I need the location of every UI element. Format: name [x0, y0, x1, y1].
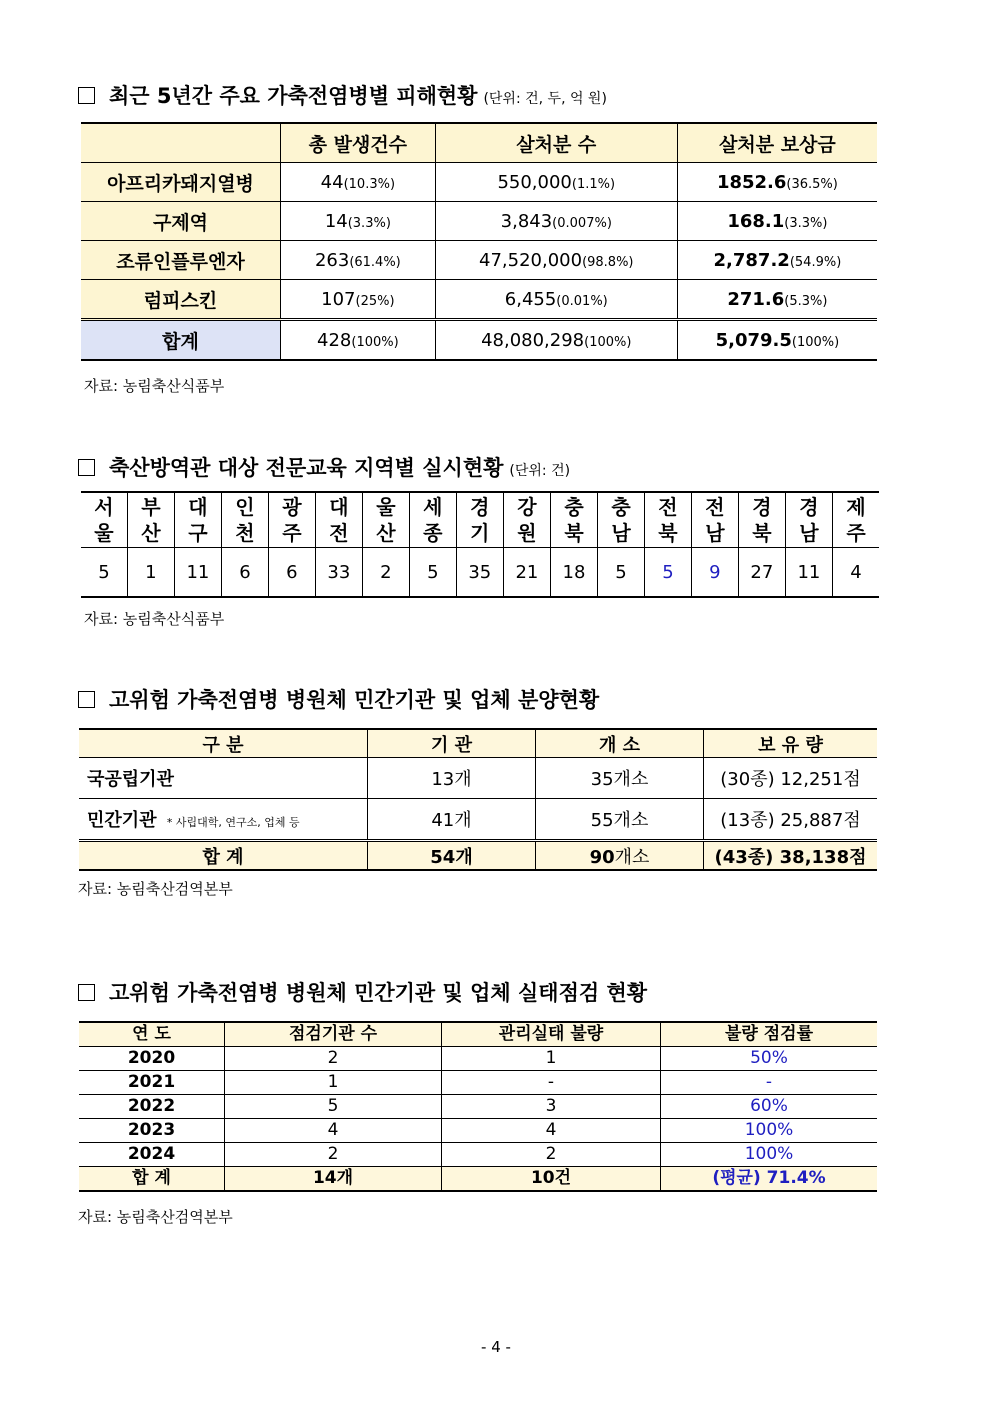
table-cell: 90개소 [536, 841, 704, 871]
table-cell: 3 [442, 1095, 661, 1119]
row-header: 아프리카돼지열병 [81, 163, 281, 202]
region-value-cell: 18 [550, 548, 597, 598]
region-header-cell: 충 북 [550, 492, 597, 548]
row-header: 합 계 [79, 841, 368, 871]
region-header-cell: 대 전 [315, 492, 362, 548]
region-education-table [81, 491, 879, 598]
region-header-cell: 울 산 [362, 492, 409, 548]
page-number: - 4 - [481, 1338, 511, 1356]
region-value-cell: 21 [503, 548, 550, 598]
table-cell: 428(100%) [281, 320, 436, 361]
table-row [79, 1143, 877, 1167]
table-total-row [79, 841, 877, 871]
region-value-cell: 9 [691, 548, 738, 598]
section1-title: 최근 5년간 주요 가축전염병별 피해현황 (단위: 건, 두, 억 원) [78, 80, 607, 110]
region-value-row [81, 548, 879, 598]
table-cell: 5 [225, 1095, 442, 1119]
source-note: 자료: 농림축산식품부 [84, 610, 225, 628]
table-row [81, 163, 877, 202]
table-cell: 48,080,298(100%) [435, 320, 677, 361]
header-cell: 보 유 량 [704, 729, 878, 758]
inspection-table [79, 1021, 877, 1192]
section4-title: 고위험 가축전염병 병원체 민간기관 및 업체 실태점검 현황 [78, 977, 647, 1007]
table-cell: 2 [225, 1143, 442, 1167]
table-cell: 2024 [79, 1143, 225, 1167]
table-row [81, 280, 877, 320]
table-row [79, 799, 877, 841]
section1-unit: (단위: 건, 두, 억 원) [483, 91, 607, 107]
table-cell: 168.1(3.3%) [677, 202, 877, 241]
region-value-cell: 2 [362, 548, 409, 598]
table-cell: 35개소 [536, 758, 704, 799]
region-header-cell: 전 남 [691, 492, 738, 548]
section2-title: 축산방역관 대상 전문교육 지역별 실시현황 (단위: 건) [78, 452, 570, 482]
region-header-cell: 세 종 [409, 492, 456, 548]
table-cell: 6,455(0.01%) [435, 280, 677, 320]
table-cell: 263(61.4%) [281, 241, 436, 280]
header-cell: 기 관 [368, 729, 536, 758]
table-cell: 1852.6(36.5%) [677, 163, 877, 202]
table-header-row [79, 1022, 877, 1047]
section2-unit: (단위: 건) [509, 463, 571, 479]
table-header-row [81, 123, 877, 163]
region-header-row [81, 492, 879, 548]
table-cell: 13개 [368, 758, 536, 799]
header-cell: 개 소 [536, 729, 704, 758]
region-value-cell: 33 [315, 548, 362, 598]
checkbox-square-icon [78, 691, 95, 708]
table-cell: 14(3.3%) [281, 202, 436, 241]
region-value-cell: 5 [409, 548, 456, 598]
table-cell: 2 [225, 1047, 442, 1071]
table-cell: (43종) 38,138점 [704, 841, 878, 871]
table-cell: 54개 [368, 841, 536, 871]
table-row [79, 1071, 877, 1095]
table-total-row [79, 1167, 877, 1192]
row-header: 럼피스킨 [81, 280, 281, 320]
region-value-cell: 5 [644, 548, 691, 598]
header-cell: 관리실태 불량 [442, 1022, 661, 1047]
region-value-cell: 5 [598, 548, 645, 598]
section3-title: 고위험 가축전염병 병원체 민간기관 및 업체 분양현황 [78, 684, 599, 714]
distribution-table [79, 728, 877, 871]
region-value-cell: 6 [221, 548, 268, 598]
table-cell: 60% [661, 1095, 878, 1119]
source-note: 자료: 농림축산검역본부 [78, 1208, 233, 1226]
region-header-cell: 제 주 [832, 492, 879, 548]
header-cell: 점검기관 수 [225, 1022, 442, 1047]
region-value-cell: 11 [174, 548, 221, 598]
table-row [79, 1119, 877, 1143]
region-value-cell: 35 [456, 548, 503, 598]
checkbox-square-icon [78, 459, 95, 476]
region-header-cell: 경 남 [785, 492, 832, 548]
table-cell: 550,000(1.1%) [435, 163, 677, 202]
table-cell: 107(25%) [281, 280, 436, 320]
table-cell: 55개소 [536, 799, 704, 841]
region-header-cell: 강 원 [503, 492, 550, 548]
region-header-cell: 경 기 [456, 492, 503, 548]
table-header-row [79, 729, 877, 758]
table-total-row [81, 320, 877, 361]
table-cell: 100% [661, 1119, 878, 1143]
table-cell: 2022 [79, 1095, 225, 1119]
source-note: 자료: 농림축산식품부 [84, 377, 225, 395]
table-cell: 100% [661, 1143, 878, 1167]
row-header: 구제역 [81, 202, 281, 241]
region-header-cell: 인 천 [221, 492, 268, 548]
damage-table [81, 122, 877, 361]
row-header: 민간기관 * 사립대학, 연구소, 업체 등 [79, 799, 368, 841]
table-cell: 3,843(0.007%) [435, 202, 677, 241]
table-cell: 합 계 [79, 1167, 225, 1192]
table-cell: 50% [661, 1047, 878, 1071]
table-cell: - [661, 1071, 878, 1095]
table-cell: 4 [225, 1119, 442, 1143]
table-cell: 2020 [79, 1047, 225, 1071]
table-cell: 1 [442, 1047, 661, 1071]
table-cell: (30종) 12,251점 [704, 758, 878, 799]
row-note: * 사립대학, 연구소, 업체 등 [166, 816, 300, 829]
table-cell: 4 [442, 1119, 661, 1143]
table-row [79, 758, 877, 799]
region-value-cell: 4 [832, 548, 879, 598]
table-row [79, 1095, 877, 1119]
header-cell: 살처분 수 [435, 123, 677, 163]
table-cell: 14개 [225, 1167, 442, 1192]
region-header-cell: 서 울 [81, 492, 127, 548]
region-value-cell: 27 [738, 548, 785, 598]
table-cell: 1 [225, 1071, 442, 1095]
table-cell: 2021 [79, 1071, 225, 1095]
checkbox-square-icon [78, 87, 95, 104]
table-cell: 2023 [79, 1119, 225, 1143]
header-cell: 불량 점검률 [661, 1022, 878, 1047]
table-cell: (13종) 25,887점 [704, 799, 878, 841]
table-row [81, 241, 877, 280]
region-header-cell: 충 남 [598, 492, 645, 548]
table-cell: 10건 [442, 1167, 661, 1192]
row-header: 조류인플루엔자 [81, 241, 281, 280]
header-cell: 구 분 [79, 729, 368, 758]
table-cell: 271.6(5.3%) [677, 280, 877, 320]
table-row [81, 202, 877, 241]
header-cell: 연 도 [79, 1022, 225, 1047]
row-header: 국공립기관 [79, 758, 368, 799]
source-note: 자료: 농림축산검역본부 [78, 880, 233, 898]
checkbox-square-icon [78, 984, 95, 1001]
table-cell: 41개 [368, 799, 536, 841]
region-value-cell: 6 [268, 548, 315, 598]
region-header-cell: 대 구 [174, 492, 221, 548]
header-cell: 총 발생건수 [281, 123, 436, 163]
header-cell: 살처분 보상금 [677, 123, 877, 163]
region-header-cell: 전 북 [644, 492, 691, 548]
region-header-cell: 경 북 [738, 492, 785, 548]
table-cell: - [442, 1071, 661, 1095]
table-cell: 47,520,000(98.8%) [435, 241, 677, 280]
table-cell: (평균) 71.4% [661, 1167, 878, 1192]
region-value-cell: 1 [127, 548, 174, 598]
row-header: 합계 [81, 320, 281, 361]
table-cell: 2 [442, 1143, 661, 1167]
region-value-cell: 5 [81, 548, 127, 598]
header-empty-cell [81, 123, 281, 163]
region-header-cell: 광 주 [268, 492, 315, 548]
table-row [79, 1047, 877, 1071]
table-cell: 5,079.5(100%) [677, 320, 877, 361]
table-cell: 2,787.2(54.9%) [677, 241, 877, 280]
table-cell: 44(10.3%) [281, 163, 436, 202]
region-value-cell: 11 [785, 548, 832, 598]
region-header-cell: 부 산 [127, 492, 174, 548]
